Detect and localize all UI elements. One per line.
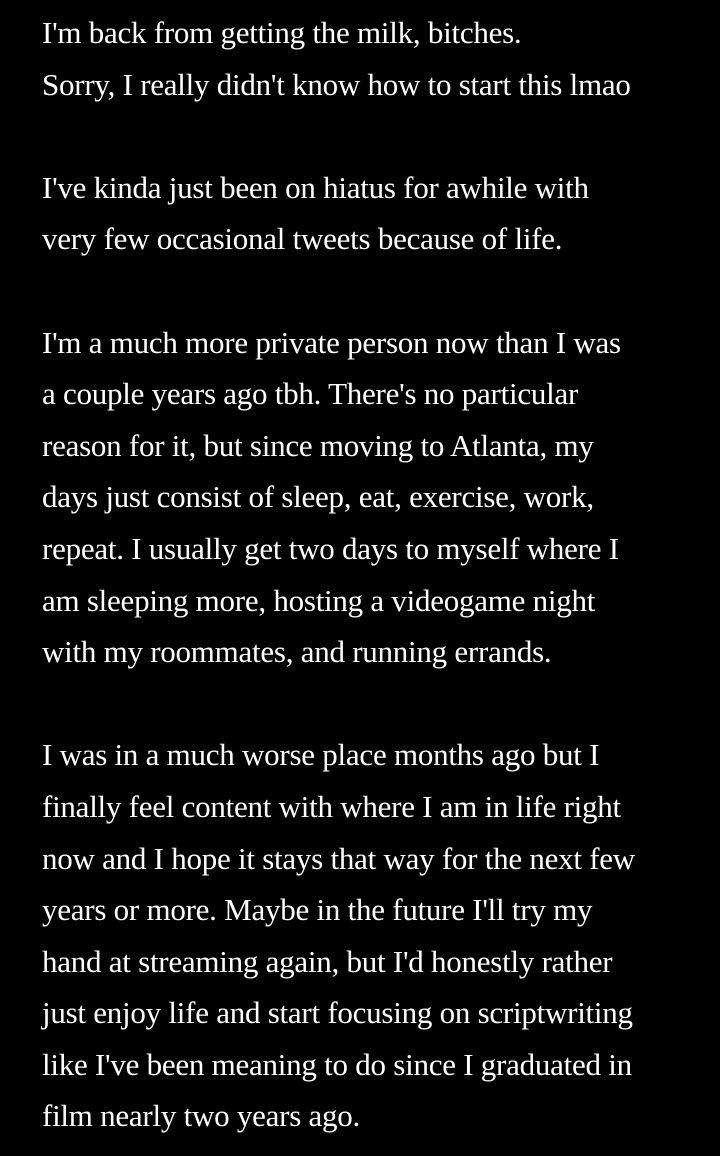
text-line: just enjoy life and start focusing on scriptwriting xyxy=(42,995,633,1031)
text-line: hand at streaming again, but I'd honestly rather xyxy=(42,943,613,979)
paragraph-gap xyxy=(42,678,712,730)
text-line: years or more. Maybe in the future I'll try my xyxy=(42,892,593,928)
paragraph-gap xyxy=(42,110,712,162)
paragraph-gap xyxy=(42,265,712,317)
text-line: Sorry, I really didn't know how to start this lmao xyxy=(42,66,631,102)
text-line: I'm a much more private person now than I was xyxy=(42,324,621,360)
note-text-block xyxy=(42,7,712,1142)
text-line: like I've been meaning to do since I graduated in xyxy=(42,1046,632,1082)
text-line: with my roommates, and running errands. xyxy=(42,634,552,670)
text-line: I was in a much worse place months ago but I xyxy=(42,737,600,773)
paragraph xyxy=(42,162,712,265)
text-line: a couple years ago tbh. There's no particular xyxy=(42,376,579,412)
paragraph xyxy=(42,7,712,110)
text-line: repeat. I usually get two days to myself where I xyxy=(42,530,619,566)
text-line: days just consist of sleep, eat, exercise, work, xyxy=(42,479,594,515)
text-line: reason for it, but since moving to Atlanta, my xyxy=(42,427,594,463)
text-line: film nearly two years ago. xyxy=(42,1098,361,1134)
text-line: I've kinda just been on hiatus for awhile with xyxy=(42,169,589,205)
text-line: very few occasional tweets because of life. xyxy=(42,221,563,257)
paragraph xyxy=(42,729,712,1142)
text-line: am sleeping more, hosting a videogame night xyxy=(42,582,596,618)
text-line: now and I hope it stays that way for the next few xyxy=(42,840,635,876)
text-line: I'm back from getting the milk, bitches. xyxy=(42,15,522,50)
paragraph xyxy=(42,317,712,678)
text-line: finally feel content with where I am in life right xyxy=(42,788,621,824)
